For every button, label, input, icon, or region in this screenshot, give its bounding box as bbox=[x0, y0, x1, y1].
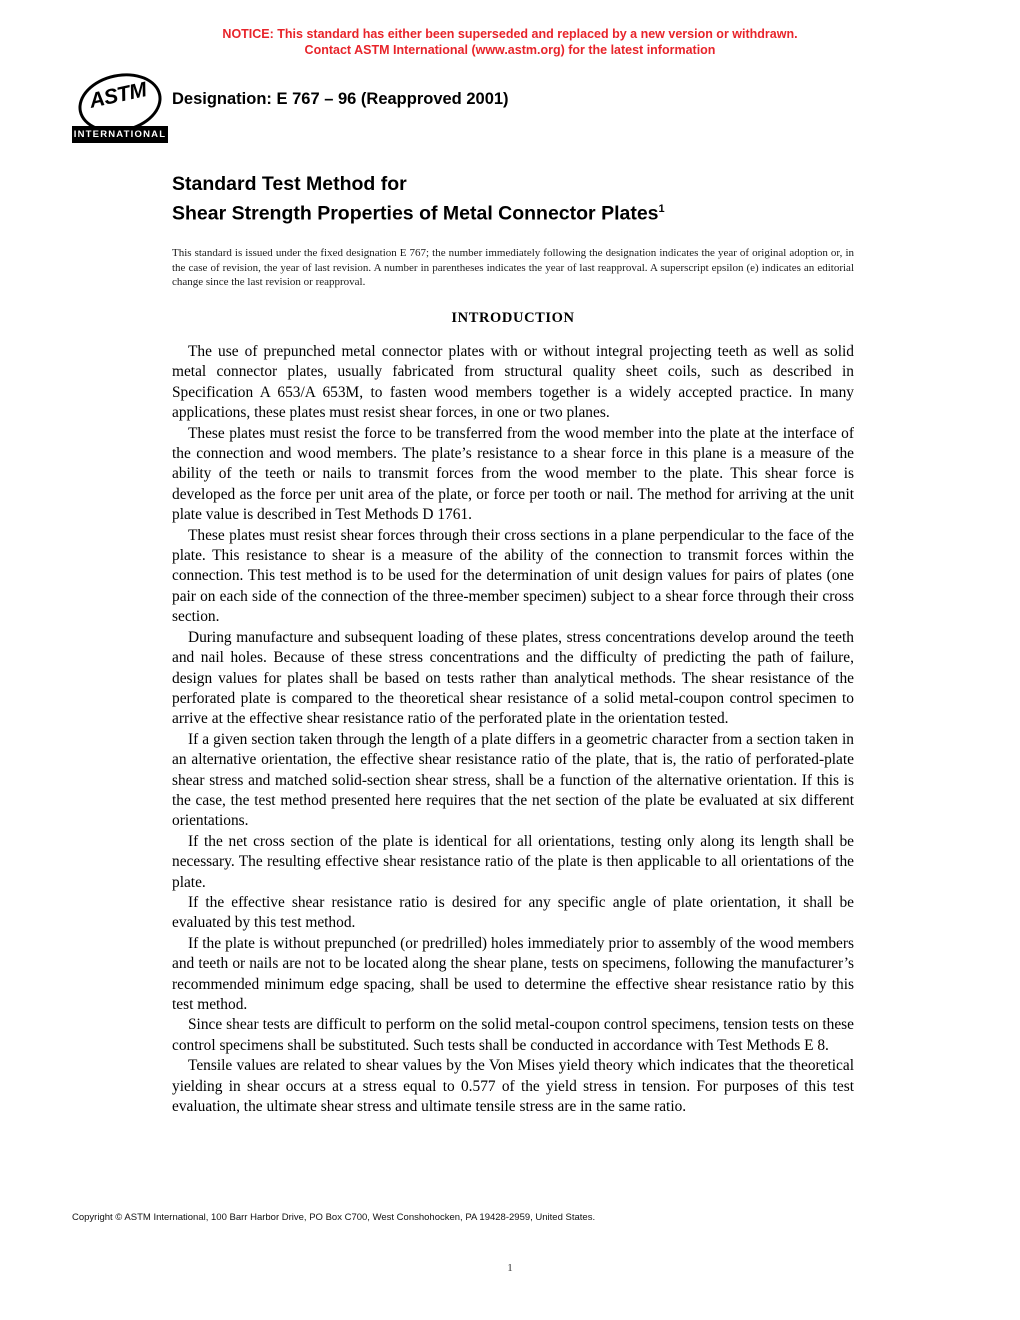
page-number: 1 bbox=[507, 1262, 513, 1274]
document-header bbox=[72, 72, 952, 162]
title-line-1: Standard Test Method for bbox=[172, 173, 407, 195]
logo-international-text: INTERNATIONAL bbox=[73, 129, 167, 140]
intro-paragraph: During manufacture and subsequent loading of these plates, stress concentrations develop around the teeth and nail holes. Because of these stress concentrations and the difficulty of predicting the path of failure, design values for plates shall be based on tests rather than analytical methods. The shear resistance of the perforated plate is compared to the theoretical shear resistance of a solid metal-coupon control specimen to arrive at the effective shear resistance ratio of the perforated plate in the orientation tested. bbox=[172, 628, 854, 728]
intro-paragraph: If the net cross section of the plate is identical for all orientations, testing only along its length shall be necessary. The resulting effective shear resistance ratio of the plate is then applicable to all orientations of the plate. bbox=[172, 832, 854, 891]
introduction-body bbox=[172, 342, 854, 1117]
notice-line-1: NOTICE: This standard has either been superseded and replaced by a new version or withdrawn. bbox=[222, 27, 798, 41]
intro-paragraph: Since shear tests are difficult to perform on the solid metal-coupon control specimens, tension tests on these control specimens shall be substituted. Such tests shall be conducted in accordance with Test Methods E 8. bbox=[172, 1016, 854, 1054]
title-footnote-marker: 1 bbox=[658, 203, 665, 215]
standard-issued-note: This standard is issued under the fixed designation E 767; the number immediately following the designation indicates the year of original adoption or, in the case of revision, the year of last revision. A number in parentheses indicates the year of last reapproval. A superscript epsilon (e) indicates an editorial change since the last revision or reapproval. bbox=[172, 247, 854, 288]
logo-international-bar bbox=[72, 126, 168, 143]
intro-paragraph: The use of prepunched metal connector plates with or without integral projecting teeth as well as solid metal connector plates, usually fabricated from structural quality sheet coils, such as described in Specification A 653/A 653M, to fasten wood members together is a widely accepted practice. In many applications, these plates must resist shear forces, in one or two planes. bbox=[172, 343, 854, 422]
intro-paragraph: These plates must resist the force to be transferred from the wood member into the plate at the interface of the connection and wood members. The plate’s resistance to a shear force in this plane is a measure of the ability of the teeth or nails to transmit forces from the wood member to the plate. This shear force is developed as the force per unit area of the plate, or force per tooth or nail. The method for arriving at the unit plate value is described in Test Methods D 1761. bbox=[172, 424, 854, 524]
notice-line-2: Contact ASTM International (www.astm.org) for the latest information bbox=[304, 43, 716, 57]
logo-wordmark: ASTM bbox=[87, 78, 149, 113]
intro-paragraph: Tensile values are related to shear values by the Von Mises yield theory which indicates that the theoretical yielding in shear occurs at a stress equal to 0.577 of the yield stress in tension. For purposes of this test evaluation, the ultimate shear stress and ultimate tensile stress are in the same ratio. bbox=[172, 1057, 854, 1116]
superseded-notice bbox=[0, 26, 1020, 58]
intro-paragraph: If the plate is without prepunched (or predrilled) holes immediately prior to assembly of the wood members and teeth or nails are not to be located along the shear plane, tests on specimens, following the manufacturer’s recommended minimum edge spacing, shall be used to determine the effective shear resistance ratio by this test method. bbox=[172, 934, 854, 1013]
introduction-heading: INTRODUCTION bbox=[451, 310, 575, 326]
intro-paragraph: If a given section taken through the length of a plate differs in a geometric character from a section taken in an alternative orientation, the effective shear resistance ratio of the plate, that is, the ratio of perforated-plate shear stress and matched solid-section shear stress, shall be a function of the alternative orientation. If this is the case, the test method presented here requires that the net section of the plate be evaluated at six different orientations. bbox=[172, 730, 854, 830]
copyright-notice: Copyright © ASTM International, 100 Barr Harbor Drive, PO Box C700, West Conshohocken, PA 19428-2959, United States. bbox=[72, 1212, 596, 1223]
designation-line: Designation: E 767 – 96 (Reapproved 2001) bbox=[172, 90, 509, 108]
page-title bbox=[172, 172, 872, 227]
title-line-2 bbox=[172, 197, 872, 227]
astm-logo-icon bbox=[72, 72, 168, 152]
intro-paragraph: These plates must resist shear forces through their cross sections in a plane perpendicular to the face of the plate. This resistance to shear is a measure of the ability of the connection to transmit forces within the connection. This test method is to be used for the determination of unit design values for pairs of plates (one pair on each side of the connection of the three-member specimen) subject to a shear force through their cross section. bbox=[172, 526, 854, 626]
intro-paragraph: If the effective shear resistance ratio is desired for any specific angle of plate orientation, it shall be evaluated by this test method. bbox=[172, 893, 854, 932]
title-main-text: Shear Strength Properties of Metal Connector Plates bbox=[172, 202, 659, 225]
